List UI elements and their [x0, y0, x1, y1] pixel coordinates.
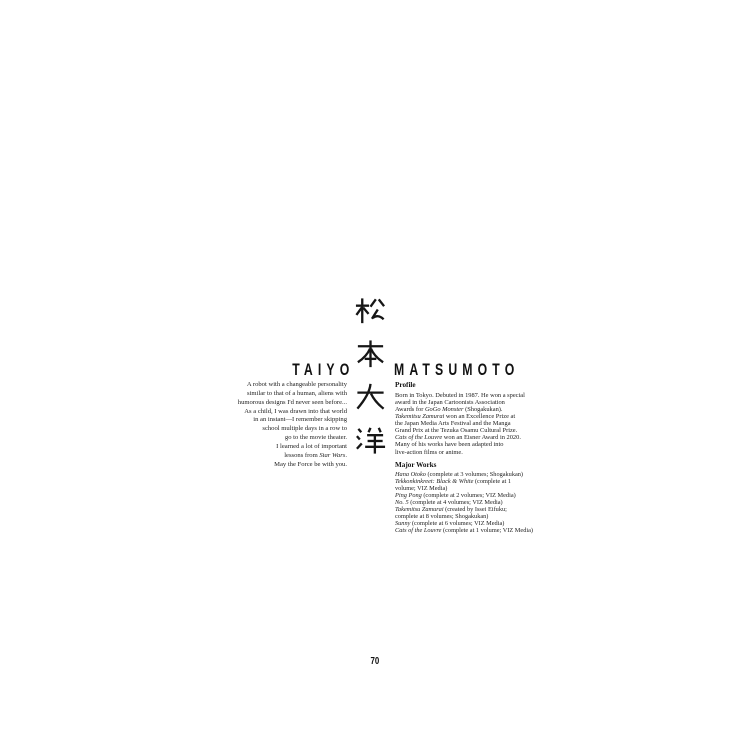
text-line: go to the movie theater.	[284, 434, 347, 442]
text-line: As a child, I was drawn into that world	[244, 407, 347, 415]
text-line: complete at 8 volumes; Shogakukan)	[395, 513, 489, 521]
text-line: A robot with a changeable personality	[246, 381, 347, 388]
text-line: award in the Japan Cartoonists Association	[395, 399, 505, 407]
profile-heading: Profile	[395, 381, 416, 389]
text-line: Cats of the Louvre (complete at 1 volume; VIZ Media)	[395, 527, 533, 535]
text-line: Awards for GoGo Monster (Shogakukan).	[395, 406, 503, 414]
text-line: school multiple days in a row to	[262, 425, 347, 433]
text-line: the Japan Media Arts Festival and the Manga	[395, 420, 511, 428]
bio-column	[395, 381, 545, 534]
page-number-value: 70	[370, 655, 380, 667]
text-line: volume; VIZ Media)	[395, 484, 448, 492]
text-line: similar to that of a human, aliens with	[247, 389, 347, 397]
text-line: live-action films or anime.	[395, 448, 463, 456]
text-line: Many of his works have been adapted into	[395, 441, 504, 449]
text-line: Takemitsu Zamurai (created by Issei Eifuku;	[395, 506, 507, 514]
text-line: May the Force be with you.	[274, 460, 347, 468]
text-line: Takemitsu Zamurai won an Excellence Prize at	[395, 413, 516, 421]
first-name-heading: TAIYO	[292, 360, 355, 379]
text-line: Tekkonkinkreet: Black & White (complete at 1	[395, 477, 511, 485]
page-number	[0, 655, 750, 667]
artist-quote	[238, 381, 347, 469]
text-line: Ping Pong (complete at 2 volumes; VIZ Media)	[395, 491, 516, 499]
major-works-list	[395, 471, 545, 535]
text-line: Born in Tokyo. Debuted in 1987. He won a special	[395, 392, 525, 399]
kanji-matsu-glyph	[354, 295, 387, 328]
text-line: in an instant—I remember skipping	[253, 416, 347, 424]
text-line: Hana Otoko (complete at 3 volumes; Shogakukan)	[395, 470, 524, 478]
kanji-yo-glyph	[354, 424, 387, 457]
major-works-heading: Major Works	[395, 460, 437, 469]
last-name-heading: MATSUMOTO	[394, 360, 520, 379]
kanji-moto-glyph	[354, 338, 387, 371]
kanji-name-vertical	[352, 295, 388, 457]
kanji-dai-glyph	[354, 381, 387, 414]
text-line: lessons from Star Wars.	[284, 451, 347, 459]
text-line: No. 5 (complete at 4 volumes; VIZ Media)	[395, 498, 503, 506]
text-line: Sunny (complete at 6 volumes; VIZ Media)	[395, 520, 505, 528]
text-line: I learned a lot of important	[276, 442, 347, 450]
text-line: Grand Prix at the Tezuka Osamu Cultural Prize.	[395, 427, 518, 435]
text-line: humorous designs I'd never seen before...	[237, 398, 347, 406]
text-line: Cats of the Louvre won an Eisner Award in 2020.	[395, 434, 521, 442]
profile-text	[395, 392, 545, 456]
